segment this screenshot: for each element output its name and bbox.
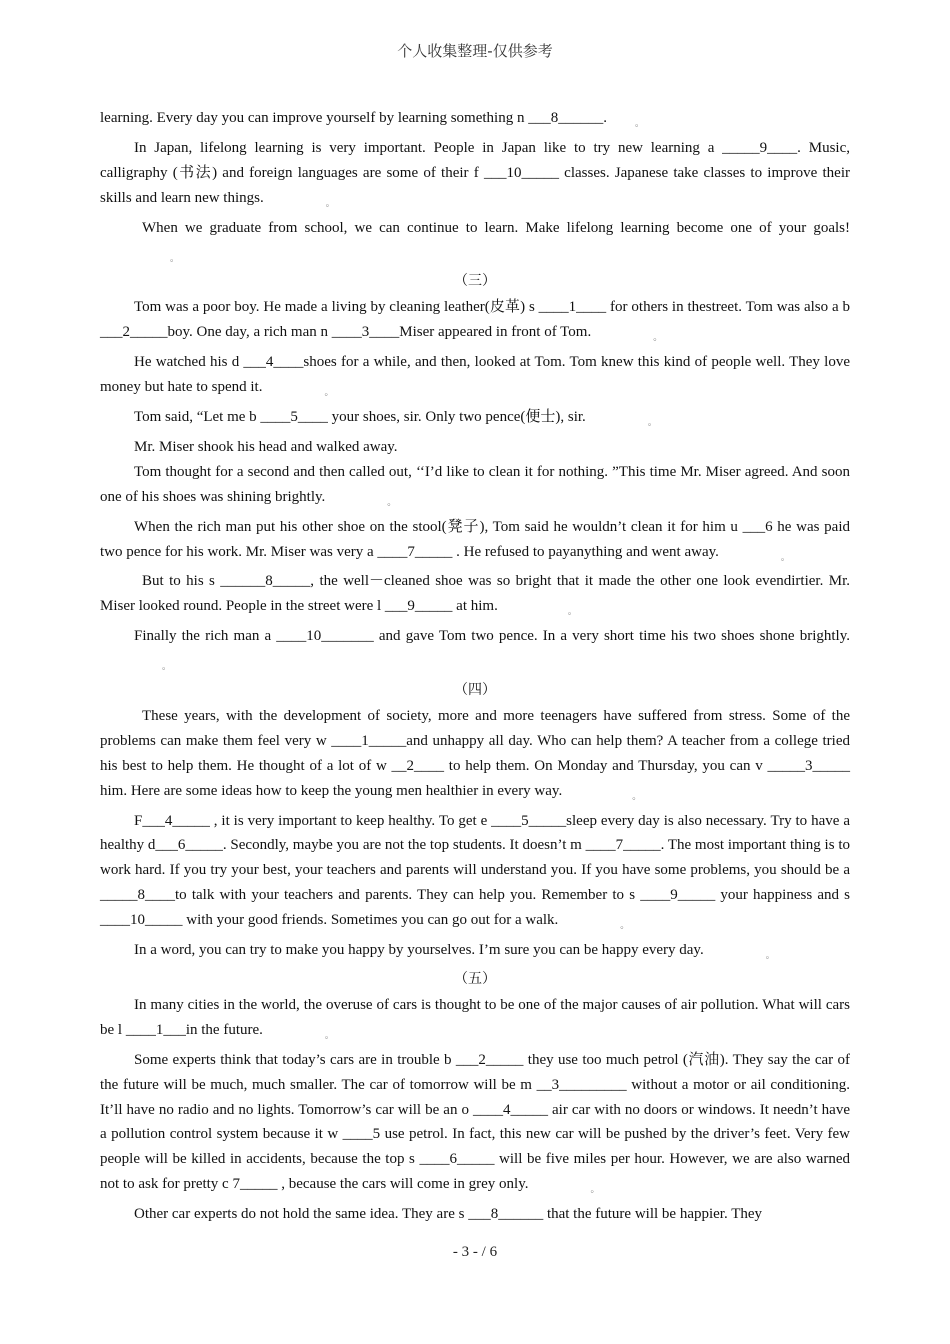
page-number: - 3 - / 6	[452, 1244, 498, 1260]
paragraph: Tom thought for a second and then called out, ‘‘I’d like to clean it for nothing. ”This time Mr. Miser agreed. And soon one of his shoes was shining brightly. 。	[100, 463, 850, 507]
paragraph: Tom said, “Let me b ____5____ your shoes, sir. Only two pence(便士), sir. 。	[134, 408, 657, 427]
paragraph: In a word, you can try to make you happy by yourselves. I’m sure you can be happy every day. 。	[134, 942, 775, 961]
paragraph: F___4_____ , it is very important to keep healthy. To get e ____5_____sleep every day is also necessary. Try to have a healthy d___6_____. Secondly, maybe you are not the top students. It doesn’t m ____7_____. The most important thing is to work hard. If you try your best, your teachers and parents will understand you. If you have some problems, you should be a _____8____to talk with your teachers and parents. They can help you. Remember to s ____9_____ your happiness and s ____10_____ with your good friends. Sometimes you can go out for a walk. 。	[100, 812, 850, 931]
paragraph: Other car experts do not hold the same idea. They are s ___8______ that the future will be happier. They	[134, 1206, 763, 1223]
section-heading-5: （五）	[454, 972, 496, 987]
paragraph: Mr. Miser shook his head and walked away.	[134, 438, 398, 455]
paragraph: When we graduate from school, we can continue to learn. Make lifelong learning become one of your goals!。	[142, 219, 850, 263]
paragraph: When the rich man put his other shoe on the stool(凳子), Tom said he wouldn’t clean it for him u ___6 he was paid two pence for his work. Mr. Miser was very a ____7_____ . He refused to payanything and went away. 。	[100, 518, 850, 562]
paragraph: Finally the rich man a ____10_______ and gave Tom two pence. In a very short time his two shoes shone brightly.。	[134, 628, 850, 672]
paragraph: learning. Every day you can improve yourself by learning something n ___8______. 。	[100, 110, 644, 128]
paragraph: Tom was a poor boy. He made a living by cleaning leather(皮革) s ____1____ for others in thestreet. Tom was also a b ___2_____boy. One day, a rich man n ____3____Miser appeared in front of Tom. 。	[100, 299, 850, 343]
paragraph: But to his s ______8_____, the well－cleaned shoe was so bright that it made the other one look evendirtier. Mr. Miser looked round. People in the street were l ___9_____ at him. 。	[100, 573, 850, 617]
paragraph: These years, with the development of society, more and more teenagers have suffered from stress. Some of the problems can make them feel very w ____1_____and unhappy all day. Who can help them? A teacher from a college tried his best to help them. He thought of a lot of w __2____ to help them. On Monday and Thursday, you can v _____3_____ him. Here are some ideas how to keep the young men healthier in every way. 。	[100, 707, 850, 801]
page-header: 个人收集整理-仅供参考	[397, 42, 553, 60]
document-body	[100, 106, 850, 1227]
paragraph: In Japan, lifelong learning is very important. People in Japan like to try new learning a _____9____. Music, calligraphy (书法) and foreign languages are some of their f ___10_____ classes. Japanese take classes to improve their skills and learn new things. 。	[100, 139, 850, 208]
section-heading-4: （四）	[454, 683, 496, 699]
section-heading-3: （三）	[454, 274, 496, 290]
paragraph: In many cities in the world, the overuse of cars is thought to be one of the major causes of air pollution. What will cars be l ____1___in the future. 。	[100, 996, 850, 1040]
paragraph: He watched his d ___4____shoes for a while, and then, looked at Tom. Tom knew this kind of people well. They love money but hate to spend it. 。	[100, 354, 850, 398]
paragraph: Some experts think that today’s cars are in trouble b ___2_____ they use too much petrol (汽油). They say the car of the future will be much, much smaller. The car of tomorrow will be m __3_________ without a motor or ail conditioning. It’ll have no radio and no lights. Tomorrow’s car will be an o ____4_____ air car with no doors or windows. It needn’t have a pollution control system because it w ____5 use petrol. In fact, this new car will be pushed by the driver’s feet. Very few people will be killed in accidents, because the top s ____6_____ will be five miles per hour. However, we are also warned not to ask for pretty c 7_____ , because the cars will come in grey only. 。	[100, 1051, 850, 1195]
